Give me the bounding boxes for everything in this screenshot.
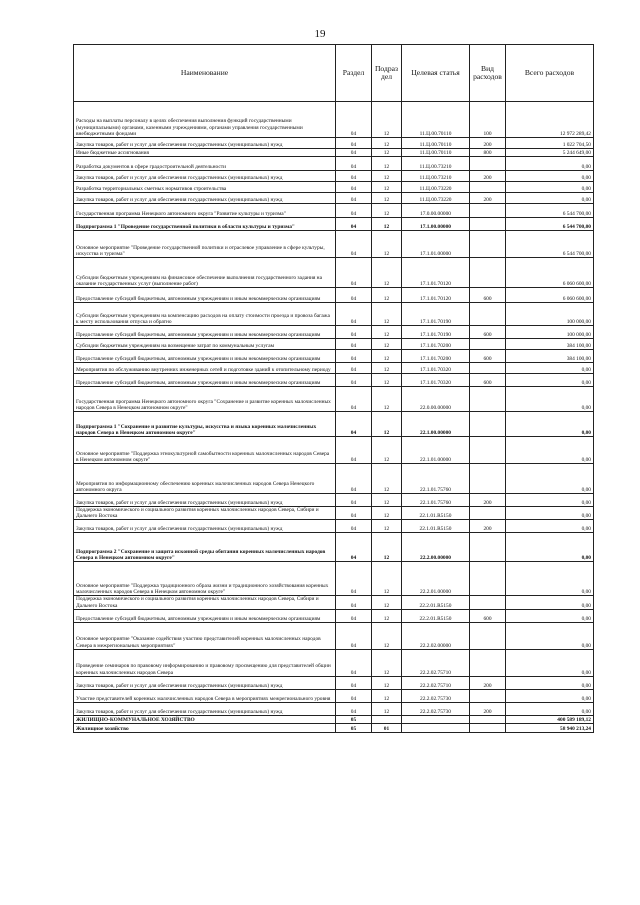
cell-section: 04 [336, 412, 372, 437]
budget-table [73, 44, 594, 733]
cell-sum: 0,00 [506, 374, 594, 387]
cell-target: 11.Ц.00.70110 [402, 149, 470, 157]
cell-subsection: 12 [372, 609, 402, 622]
cell-type [470, 689, 506, 702]
cell-sum: 0,00 [506, 507, 594, 520]
cell-subsection: 12 [372, 218, 402, 231]
cell-sum: 0,00 [506, 689, 594, 702]
table-row [74, 171, 594, 182]
cell-sum: 6 544 700,00 [506, 204, 594, 218]
cell-name: ЖИЛИЩНО-КОММУНАЛЬНОЕ ХОЗЯЙСТВО [74, 715, 336, 723]
cell-subsection: 12 [372, 303, 402, 326]
cell-type [470, 507, 506, 520]
cell-subsection: 12 [372, 464, 402, 494]
cell-section: 05 [336, 723, 372, 732]
cell-type: 200 [470, 138, 506, 149]
cell-name: Закупка товаров, работ и услуг для обеспечения государственных (муниципальных) нужд [74, 138, 336, 149]
cell-type: 200 [470, 171, 506, 182]
cell-target: 22.2.02.75730 [402, 689, 470, 702]
cell-subsection: 12 [372, 149, 402, 157]
cell-section: 05 [336, 715, 372, 723]
cell-sum: 0,00 [506, 676, 594, 689]
cell-sum: 400 589 189,12 [506, 715, 594, 723]
table-row [74, 464, 594, 494]
cell-target: 17.1.01.70120 [402, 258, 470, 288]
cell-section: 04 [336, 157, 372, 171]
cell-type [470, 303, 506, 326]
cell-sum: 0,00 [506, 193, 594, 204]
cell-sum: 0,00 [506, 363, 594, 374]
cell-name: Закупка товаров, работ и услуг для обеспечения государственных (муниципальных) нужд [74, 676, 336, 689]
cell-subsection: 12 [372, 494, 402, 507]
cell-sum: 0,00 [506, 562, 594, 596]
cell-name: Основное мероприятие "Оказание содействия участию представителей коренных малочисленных народов Севера в межрегиональных мероприятиях" [74, 622, 336, 649]
cell-subsection: 12 [372, 520, 402, 533]
cell-target: 22.2.02.75710 [402, 649, 470, 676]
cell-section: 04 [336, 258, 372, 288]
cell-type [470, 464, 506, 494]
cell-section: 04 [336, 350, 372, 363]
header-total: Всего расходов [506, 45, 594, 102]
table-row [74, 157, 594, 171]
cell-type: 800 [470, 149, 506, 157]
table-row [74, 303, 594, 326]
cell-name: Субсидии бюджетным учреждениям на возмещение затрат по коммунальным услугам [74, 339, 336, 350]
cell-type [470, 533, 506, 562]
cell-section: 04 [336, 596, 372, 609]
cell-section: 04 [336, 464, 372, 494]
cell-section: 04 [336, 702, 372, 715]
cell-target: 17.1.01.70200 [402, 339, 470, 350]
table-row [74, 689, 594, 702]
table-row [74, 363, 594, 374]
table-row [74, 102, 594, 138]
cell-section: 04 [336, 363, 372, 374]
cell-target: 22.2.00.00000 [402, 533, 470, 562]
header-expense-type: Вид расходов [470, 45, 506, 102]
cell-subsection: 12 [372, 204, 402, 218]
cell-name: Поддержка экономического и социального развития коренных малочисленных народов Севера, Сибири и Дальнего Востока [74, 596, 336, 609]
cell-subsection: 12 [372, 363, 402, 374]
cell-sum: 0,00 [506, 157, 594, 171]
cell-target: 22.1.00.00000 [402, 412, 470, 437]
cell-name: Государственная программа Ненецкого автономного округа "Развитие культуры и туризма" [74, 204, 336, 218]
cell-section: 04 [336, 102, 372, 138]
cell-section: 04 [336, 288, 372, 303]
cell-section: 04 [336, 507, 372, 520]
table-row [74, 437, 594, 464]
cell-section: 04 [336, 562, 372, 596]
cell-sum: 0,00 [506, 622, 594, 649]
cell-subsection: 12 [372, 182, 402, 193]
cell-subsection: 12 [372, 231, 402, 258]
cell-name: Предоставление субсидий бюджетным, автономным учреждениям и иным некоммерческим организациям [74, 350, 336, 363]
cell-subsection: 12 [372, 326, 402, 339]
cell-type: 600 [470, 350, 506, 363]
cell-target: 22.1.01.R5150 [402, 507, 470, 520]
cell-name: Закупка товаров, работ и услуг для обеспечения государственных (муниципальных) нужд [74, 520, 336, 533]
table-row [74, 533, 594, 562]
cell-target: 17.1.01.70190 [402, 303, 470, 326]
cell-section: 04 [336, 374, 372, 387]
cell-type [470, 387, 506, 412]
cell-type: 200 [470, 193, 506, 204]
cell-subsection: 12 [372, 412, 402, 437]
cell-target [402, 723, 470, 732]
cell-type [470, 622, 506, 649]
table-row [74, 288, 594, 303]
cell-subsection: 12 [372, 193, 402, 204]
table-row [74, 596, 594, 609]
cell-subsection: 12 [372, 676, 402, 689]
cell-section: 04 [336, 622, 372, 649]
cell-type: 200 [470, 494, 506, 507]
cell-target: 11.Ц.00.73220 [402, 182, 470, 193]
cell-subsection: 12 [372, 507, 402, 520]
cell-type [470, 562, 506, 596]
table-row [74, 715, 594, 723]
cell-name: Государственная программа Ненецкого автономного округа "Сохранение и развитие коренных малочисленных народов Севера в Ненецком автономном округе" [74, 387, 336, 412]
cell-target: 11.Ц.00.70110 [402, 102, 470, 138]
cell-target: 22.1.01.75760 [402, 494, 470, 507]
cell-type [470, 649, 506, 676]
cell-target: 22.1.01.75760 [402, 464, 470, 494]
cell-subsection: 12 [372, 258, 402, 288]
cell-sum: 6 544 700,00 [506, 231, 594, 258]
cell-name: Закупка товаров, работ и услуг для обеспечения государственных (муниципальных) нужд [74, 702, 336, 715]
cell-type [470, 157, 506, 171]
cell-subsection: 01 [372, 723, 402, 732]
table-row [74, 507, 594, 520]
table-header-row [74, 45, 594, 102]
cell-section: 04 [336, 182, 372, 193]
cell-target: 22.2.01.R5150 [402, 609, 470, 622]
cell-type: 600 [470, 374, 506, 387]
cell-section: 04 [336, 303, 372, 326]
table-row [74, 374, 594, 387]
cell-subsection: 12 [372, 562, 402, 596]
cell-subsection: 12 [372, 702, 402, 715]
cell-type [470, 182, 506, 193]
cell-sum: 0,00 [506, 533, 594, 562]
cell-subsection: 12 [372, 622, 402, 649]
cell-name: Закупка товаров, работ и услуг для обеспечения государственных (муниципальных) нужд [74, 171, 336, 182]
cell-sum: 384 100,00 [506, 350, 594, 363]
cell-name: Предоставление субсидий бюджетным, автономным учреждениям и иным некоммерческим организациям [74, 288, 336, 303]
cell-target: 22.2.01.00000 [402, 562, 470, 596]
cell-type [470, 437, 506, 464]
cell-target: 11.Ц.00.73210 [402, 157, 470, 171]
cell-sum: 0,00 [506, 596, 594, 609]
cell-subsection: 12 [372, 157, 402, 171]
cell-name: Субсидии бюджетным учреждениям на компенсацию расходов на оплату стоимости проезда и провоза багажа к месту использования отпуска и обратно [74, 303, 336, 326]
cell-name: Разработка документов в сфере градостроительной деятельности [74, 157, 336, 171]
cell-name: Подпрограмма 1 "Сохранение и развитие культуры, искусства и языка коренных малочисленных народов Севера в Ненецком автономном округе" [74, 412, 336, 437]
cell-name: Основное мероприятие "Поддержка традиционного образа жизни и традиционного хозяйствования коренных малочисленных народов Севера в Ненецком автономном округе" [74, 562, 336, 596]
cell-sum: 6 060 600,00 [506, 258, 594, 288]
table-row [74, 350, 594, 363]
table-row [74, 193, 594, 204]
cell-target: 11.Ц.00.70110 [402, 138, 470, 149]
cell-subsection: 12 [372, 374, 402, 387]
cell-subsection: 12 [372, 288, 402, 303]
cell-sum: 1 022 704,50 [506, 138, 594, 149]
cell-target: 22.1.01.00000 [402, 437, 470, 464]
cell-sum: 0,00 [506, 464, 594, 494]
cell-section: 04 [336, 437, 372, 464]
cell-name: Основное мероприятие "Поддержка этнокультурной самобытности коренных малочисленных народов Севера в Ненецком автономном округе" [74, 437, 336, 464]
cell-type [470, 258, 506, 288]
cell-section: 04 [336, 326, 372, 339]
cell-type [470, 723, 506, 732]
cell-sum: 5 244 649,00 [506, 149, 594, 157]
table-row [74, 609, 594, 622]
cell-name: Иные бюджетные ассигнования [74, 149, 336, 157]
cell-name: Предоставление субсидий бюджетным, автономным учреждениям и иным некоммерческим организациям [74, 609, 336, 622]
cell-type [470, 715, 506, 723]
cell-name: Подпрограмма 2 "Сохранение и защита исконной среды обитания коренных малочисленных народов Севера в Ненецком автономном округе" [74, 533, 336, 562]
page-number: 19 [314, 28, 326, 40]
cell-sum: 6 544 700,00 [506, 218, 594, 231]
cell-subsection [372, 715, 402, 723]
cell-sum: 12 972 289,42 [506, 102, 594, 138]
cell-subsection: 12 [372, 350, 402, 363]
cell-target: 17.0.00.00000 [402, 204, 470, 218]
table-row [74, 218, 594, 231]
header-name: Наименование [74, 45, 336, 102]
cell-target: 11.Ц.00.73210 [402, 171, 470, 182]
cell-target: 17.1.00.00000 [402, 218, 470, 231]
cell-section: 04 [336, 149, 372, 157]
table-row [74, 676, 594, 689]
table-row [74, 494, 594, 507]
cell-target: 22.0.00.00000 [402, 387, 470, 412]
cell-type: 600 [470, 288, 506, 303]
cell-sum: 0,00 [506, 702, 594, 715]
cell-subsection: 12 [372, 437, 402, 464]
cell-section: 04 [336, 494, 372, 507]
cell-name: Мероприятия по обслуживанию внутренних инженерных сетей и подготовке зданий к отопительному периоду [74, 363, 336, 374]
cell-section: 04 [336, 204, 372, 218]
cell-section: 04 [336, 231, 372, 258]
cell-name: Мероприятия по информационному обеспечению коренных малочисленных народов Севера Ненецкого автономного округа [74, 464, 336, 494]
table-row [74, 562, 594, 596]
cell-subsection: 12 [372, 533, 402, 562]
cell-target: 17.1.01.70120 [402, 288, 470, 303]
table-row [74, 138, 594, 149]
cell-name: Разработка территориальных сметных нормативов строительства [74, 182, 336, 193]
cell-sum: 6 060 600,00 [506, 288, 594, 303]
cell-sum: 0,00 [506, 437, 594, 464]
cell-target: 22.2.02.00000 [402, 622, 470, 649]
cell-type: 600 [470, 609, 506, 622]
cell-section: 04 [336, 609, 372, 622]
cell-target: 22.2.02.75730 [402, 702, 470, 715]
cell-type [470, 412, 506, 437]
cell-name: Подпрограмма 1 "Проведение государственной политики в области культуры и туризма" [74, 218, 336, 231]
cell-sum: 0,00 [506, 387, 594, 412]
cell-name: Субсидии бюджетным учреждениям на финансовое обеспечение выполнения государственного задания на оказание государственных услуг (выполнение работ) [74, 258, 336, 288]
cell-section: 04 [336, 533, 372, 562]
table-row [74, 204, 594, 218]
cell-sum: 0,00 [506, 412, 594, 437]
cell-name: Проведение семинаров по правовому информированию и правовому просвещению для представителей общин коренных малочисленных народов Севера [74, 649, 336, 676]
cell-section: 04 [336, 387, 372, 412]
cell-subsection: 12 [372, 102, 402, 138]
cell-subsection: 12 [372, 171, 402, 182]
table-row [74, 723, 594, 732]
table-row [74, 339, 594, 350]
cell-type: 600 [470, 326, 506, 339]
cell-type: 200 [470, 676, 506, 689]
table-row [74, 231, 594, 258]
cell-subsection: 12 [372, 596, 402, 609]
cell-section: 04 [336, 689, 372, 702]
cell-target: 17.1.01.70320 [402, 363, 470, 374]
cell-sum: 0,00 [506, 494, 594, 507]
cell-sum: 58 940 213,24 [506, 723, 594, 732]
cell-target: 17.1.01.70200 [402, 350, 470, 363]
cell-section: 04 [336, 138, 372, 149]
table-row [74, 387, 594, 412]
cell-name: Основное мероприятие "Проведение государственной политики и отраслевое управление в сфере культуры, искусства и туризма" [74, 231, 336, 258]
cell-subsection: 12 [372, 339, 402, 350]
cell-sum: 0,00 [506, 182, 594, 193]
table-row [74, 258, 594, 288]
cell-target: 17.1.01.70320 [402, 374, 470, 387]
cell-type: 200 [470, 520, 506, 533]
cell-type: 200 [470, 702, 506, 715]
cell-section: 04 [336, 193, 372, 204]
cell-type: 100 [470, 102, 506, 138]
table-row [74, 149, 594, 157]
cell-target: 17.1.01.70190 [402, 326, 470, 339]
cell-type [470, 218, 506, 231]
cell-name: Расходы на выплаты персоналу в целях обеспечения выполнения функций государственными (муниципальными) органами, казенными учреждениями, органами управления государственными внебюджетными фондами [74, 102, 336, 138]
cell-name: Закупка товаров, работ и услуг для обеспечения государственных (муниципальных) нужд [74, 494, 336, 507]
cell-type [470, 596, 506, 609]
cell-sum: 0,00 [506, 171, 594, 182]
table-row [74, 649, 594, 676]
table-row [74, 702, 594, 715]
cell-target: 11.Ц.00.73220 [402, 193, 470, 204]
cell-target [402, 715, 470, 723]
cell-subsection: 12 [372, 138, 402, 149]
cell-section: 04 [336, 649, 372, 676]
table-row [74, 412, 594, 437]
table-row [74, 326, 594, 339]
cell-section: 04 [336, 676, 372, 689]
cell-target: 17.1.01.00000 [402, 231, 470, 258]
cell-section: 04 [336, 339, 372, 350]
header-section: Раздел [336, 45, 372, 102]
cell-sum: 0,00 [506, 520, 594, 533]
cell-name: Закупка товаров, работ и услуг для обеспечения государственных (муниципальных) нужд [74, 193, 336, 204]
cell-subsection: 12 [372, 387, 402, 412]
cell-sum: 100 000,00 [506, 303, 594, 326]
header-subsection: Подраз дел [372, 45, 402, 102]
cell-sum: 384 100,00 [506, 339, 594, 350]
header-target: Целевая статья [402, 45, 470, 102]
cell-target: 22.2.02.75710 [402, 676, 470, 689]
table-row [74, 182, 594, 193]
cell-name: Предоставление субсидий бюджетным, автономным учреждениям и иным некоммерческим организациям [74, 326, 336, 339]
cell-subsection: 12 [372, 649, 402, 676]
table-row [74, 520, 594, 533]
cell-sum: 100 000,00 [506, 326, 594, 339]
cell-type [470, 204, 506, 218]
cell-section: 04 [336, 218, 372, 231]
cell-sum: 0,00 [506, 649, 594, 676]
cell-subsection: 12 [372, 689, 402, 702]
cell-name: Жилищное хозяйство [74, 723, 336, 732]
cell-target: 22.1.01.R5150 [402, 520, 470, 533]
cell-type [470, 231, 506, 258]
cell-type [470, 339, 506, 350]
table-row [74, 622, 594, 649]
cell-name: Участие представителей коренных малочисленных народов Севера в мероприятиях межрегионального уровня [74, 689, 336, 702]
cell-type [470, 363, 506, 374]
cell-name: Предоставление субсидий бюджетным, автономным учреждениям и иным некоммерческим организациям [74, 374, 336, 387]
cell-name: Поддержка экономического и социального развития коренных малочисленных народов Севера, Сибири и Дальнего Востока [74, 507, 336, 520]
cell-target: 22.2.01.R5150 [402, 596, 470, 609]
cell-section: 04 [336, 520, 372, 533]
cell-sum: 0,00 [506, 609, 594, 622]
cell-section: 04 [336, 171, 372, 182]
